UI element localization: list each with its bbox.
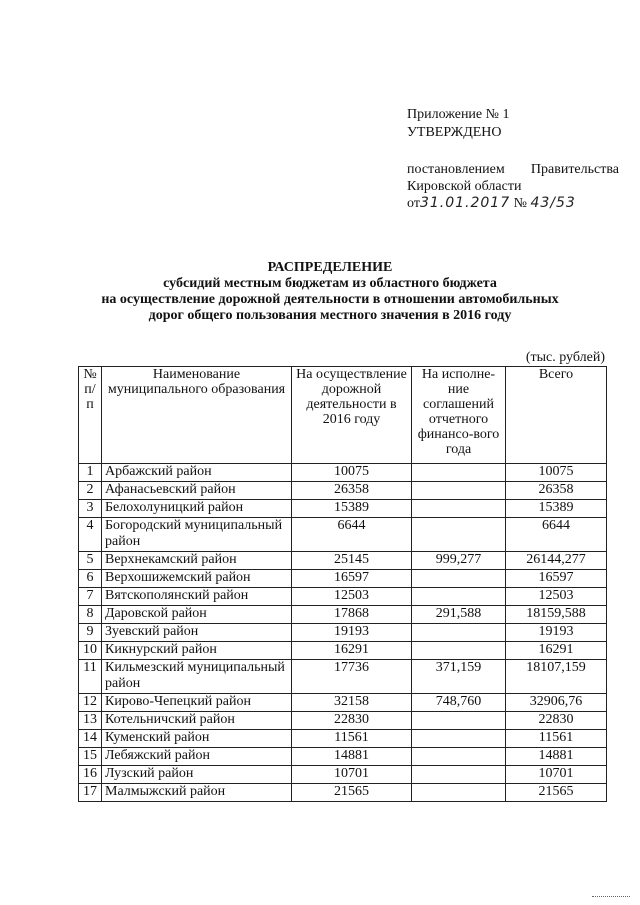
decree-block xyxy=(407,161,619,212)
row-number: 3 xyxy=(79,500,102,518)
row-road-value: 25145 xyxy=(292,552,412,570)
row-name: Богородский муниципальный район xyxy=(102,518,292,552)
title-line-3: на осуществление дорожной деятельности в отношении автомобильных xyxy=(101,292,559,307)
table-row xyxy=(79,784,607,802)
row-number: 5 xyxy=(79,552,102,570)
row-road-value: 17736 xyxy=(292,660,412,694)
scan-mark xyxy=(592,896,630,897)
table-row xyxy=(79,766,607,784)
row-road-value: 19193 xyxy=(292,624,412,642)
row-name: Белохолуницкий район xyxy=(102,500,292,518)
row-exec-value xyxy=(412,570,506,588)
approved-label: УТВЕРЖДЕНО xyxy=(407,125,502,140)
row-exec-value: 371,159 xyxy=(412,660,506,694)
row-exec-value: 291,588 xyxy=(412,606,506,624)
row-name: Зуевский район xyxy=(102,624,292,642)
row-number: 10 xyxy=(79,642,102,660)
row-number: 7 xyxy=(79,588,102,606)
table-row xyxy=(79,712,607,730)
row-exec-value xyxy=(412,482,506,500)
table-row xyxy=(79,464,607,482)
row-exec-value xyxy=(412,748,506,766)
row-total-value: 10701 xyxy=(506,766,607,784)
decree-number: 43/53 xyxy=(530,195,576,211)
document-title xyxy=(60,260,600,324)
row-name: Кикнурский район xyxy=(102,642,292,660)
row-total-value: 22830 xyxy=(506,712,607,730)
row-road-value: 26358 xyxy=(292,482,412,500)
row-name: Верхнекамский район xyxy=(102,552,292,570)
row-number: 9 xyxy=(79,624,102,642)
row-exec-value xyxy=(412,588,506,606)
row-name: Вятскополянский район xyxy=(102,588,292,606)
row-road-value: 11561 xyxy=(292,730,412,748)
table-row xyxy=(79,624,607,642)
row-total-value: 32906,76 xyxy=(506,694,607,712)
decree-line-1 xyxy=(407,161,619,178)
row-total-value: 26144,277 xyxy=(506,552,607,570)
row-total-value: 18107,159 xyxy=(506,660,607,694)
row-total-value: 15389 xyxy=(506,500,607,518)
row-number: 12 xyxy=(79,694,102,712)
row-road-value: 16291 xyxy=(292,642,412,660)
row-name: Лузский район xyxy=(102,766,292,784)
row-total-value: 19193 xyxy=(506,624,607,642)
row-road-value: 14881 xyxy=(292,748,412,766)
row-exec-value xyxy=(412,624,506,642)
table-row xyxy=(79,552,607,570)
row-number: 6 xyxy=(79,570,102,588)
row-name: Куменский район xyxy=(102,730,292,748)
row-road-value: 22830 xyxy=(292,712,412,730)
row-road-value: 21565 xyxy=(292,784,412,802)
row-number: 2 xyxy=(79,482,102,500)
row-number: 15 xyxy=(79,748,102,766)
row-number: 11 xyxy=(79,660,102,694)
row-exec-value: 999,277 xyxy=(412,552,506,570)
decree-date: 31.01.2017 xyxy=(419,195,511,211)
row-total-value: 14881 xyxy=(506,748,607,766)
header-exec: На исполне-ние соглашений отчетного финансо-вого года xyxy=(412,367,506,464)
row-name: Афанасьевский район xyxy=(102,482,292,500)
row-number: 8 xyxy=(79,606,102,624)
row-total-value: 26358 xyxy=(506,482,607,500)
row-name: Лебяжский район xyxy=(102,748,292,766)
row-exec-value xyxy=(412,518,506,552)
row-road-value: 17868 xyxy=(292,606,412,624)
row-exec-value xyxy=(412,464,506,482)
table-row xyxy=(79,730,607,748)
row-total-value: 18159,588 xyxy=(506,606,607,624)
title-line-1: РАСПРЕДЕЛЕНИЕ xyxy=(267,260,393,275)
row-total-value: 16291 xyxy=(506,642,607,660)
row-number: 1 xyxy=(79,464,102,482)
row-number: 17 xyxy=(79,784,102,802)
row-exec-value xyxy=(412,712,506,730)
table-row xyxy=(79,482,607,500)
row-name: Котельничский район xyxy=(102,712,292,730)
row-total-value: 6644 xyxy=(506,518,607,552)
row-exec-value xyxy=(412,766,506,784)
table-body xyxy=(79,464,607,802)
row-road-value: 6644 xyxy=(292,518,412,552)
unit-label: (тыс. рублей) xyxy=(525,350,605,365)
decree-region: Кировской области xyxy=(407,179,522,194)
decree-government: Правительства xyxy=(530,162,619,177)
row-number: 13 xyxy=(79,712,102,730)
row-road-value: 10701 xyxy=(292,766,412,784)
row-total-value: 12503 xyxy=(506,588,607,606)
row-road-value: 12503 xyxy=(292,588,412,606)
table-row xyxy=(79,694,607,712)
header-road: На осуществление дорожной деятельности в 2016 году xyxy=(292,367,412,464)
title-line-4: дорог общего пользования местного значения в 2016 году xyxy=(148,308,512,323)
row-name: Верхошижемский район xyxy=(102,570,292,588)
row-name: Кирово-Чепецкий район xyxy=(102,694,292,712)
row-exec-value xyxy=(412,730,506,748)
row-road-value: 32158 xyxy=(292,694,412,712)
row-road-value: 16597 xyxy=(292,570,412,588)
row-total-value: 10075 xyxy=(506,464,607,482)
table-row xyxy=(79,570,607,588)
subsidy-table xyxy=(78,366,607,802)
table-row xyxy=(79,588,607,606)
row-name: Малмыжский район xyxy=(102,784,292,802)
row-number: 14 xyxy=(79,730,102,748)
header-num: № п/п xyxy=(79,367,102,464)
table-row xyxy=(79,518,607,552)
row-total-value: 11561 xyxy=(506,730,607,748)
row-exec-value xyxy=(412,500,506,518)
row-total-value: 21565 xyxy=(506,784,607,802)
decree-from: от xyxy=(407,196,420,211)
row-total-value: 16597 xyxy=(506,570,607,588)
decree-date-line xyxy=(407,195,619,212)
header-name: Наименование муниципального образования xyxy=(102,367,292,464)
header-total: Всего xyxy=(506,367,607,464)
table-row xyxy=(79,748,607,766)
row-name: Арбажский район xyxy=(102,464,292,482)
row-name: Даровской район xyxy=(102,606,292,624)
appendix-label: Приложение № 1 xyxy=(407,107,510,122)
row-exec-value xyxy=(412,784,506,802)
title-line-2: субсидий местным бюджетам из областного бюджета xyxy=(163,276,497,291)
row-exec-value: 748,760 xyxy=(412,694,506,712)
row-number: 4 xyxy=(79,518,102,552)
row-name: Кильмезский муниципальный район xyxy=(102,660,292,694)
row-road-value: 10075 xyxy=(292,464,412,482)
row-exec-value xyxy=(412,642,506,660)
row-road-value: 15389 xyxy=(292,500,412,518)
table-row xyxy=(79,660,607,694)
decree-number-sign: № xyxy=(513,196,527,211)
row-number: 16 xyxy=(79,766,102,784)
table-row xyxy=(79,606,607,624)
table-row xyxy=(79,500,607,518)
decree-by: постановлением xyxy=(407,162,505,177)
table-row xyxy=(79,642,607,660)
